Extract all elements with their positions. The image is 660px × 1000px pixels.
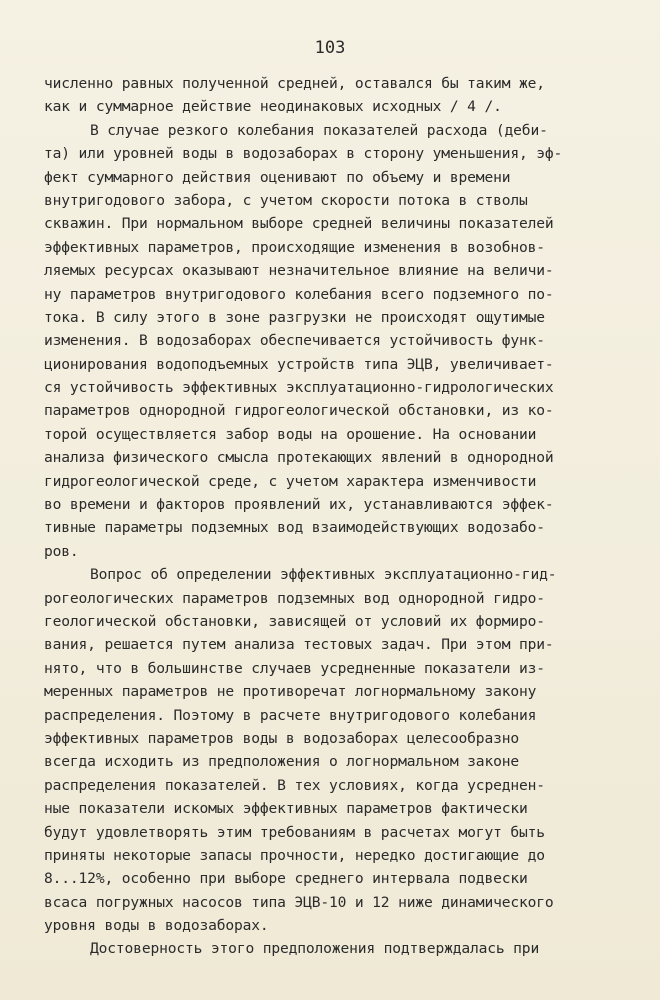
text-line: уровня воды в водозаборах. [44, 917, 269, 935]
text-line: всегда исходить из предположения о логнормальном законе [44, 753, 519, 771]
text-line: приняты некоторые запасы прочности, нередко достигающие до [44, 846, 545, 864]
text-line: распределения показателей. В тех условиях, когда усреднен- [44, 776, 545, 794]
text-line: всаса погружных насосов типа ЭЦВ-10 и 12 ниже динамического [44, 893, 554, 911]
text-line: тивные параметры подземных вод взаимодействующих водозабо- [44, 519, 545, 537]
text-line: эффективных параметров воды в водозаборах целесообразно [44, 729, 519, 747]
text-line: как и суммарное действие неодинаковых исходных / 4 /. [44, 98, 502, 116]
text-line: эффективных параметров, происходящие изменения в возобнов- [44, 238, 545, 256]
text-line: торой осуществляется забор воды на орошение. На основании [44, 425, 537, 443]
text-line: численно равных полученной средней, оставался бы таким же, [44, 75, 545, 92]
text-line: вания, решается путем анализа тестовых задач. При этом при- [44, 636, 554, 654]
text-line: меренных параметров не противоречат логнормальному закону [44, 683, 537, 701]
text-line: ные показатели искомых эффективных параметров фактически [44, 800, 528, 818]
text-line: Вопрос об определении эффективных эксплуатационно-гид- [90, 566, 557, 584]
text-line: ся устойчивость эффективных эксплуатационно-гидрологических [44, 379, 554, 397]
text-line: распределения. Поэтому в расчете внутригодового колебания [44, 706, 537, 724]
text-line: рогеологических параметров подземных вод однородной гидро- [44, 589, 545, 607]
text-line: внутригодового забора, с учетом скорости потока в стволы [44, 191, 528, 209]
text-line: В случае резкого колебания показателей расхода (деби- [90, 121, 548, 139]
text-line: скважин. При нормальном выборе средней величины показателей [44, 215, 554, 233]
page-number: 103 [314, 38, 346, 58]
text-line: параметров однородной гидрогеологической обстановки, из ко- [44, 402, 554, 420]
text-line: ну параметров внутригодового колебания всего подземного по- [44, 285, 554, 303]
text-line: геологической обстановки, зависящей от условий их формиро- [44, 612, 545, 630]
text-line: ционирования водоподъемных устройств типа ЭЦВ, увеличивает- [44, 355, 554, 373]
text-line: будут удовлетворять этим требованиям в расчетах могут быть [44, 823, 545, 841]
text-line: гидрогеологической среде, с учетом характера изменчивости [44, 472, 537, 490]
text-line: 8...12%, особенно при выборе среднего интервала подвески [44, 870, 528, 888]
text-line: нято, что в большинстве случаев усредненные показатели из- [44, 659, 545, 677]
body-text [44, 72, 644, 961]
text-line: анализа физического смысла протекающих явлений в однородной [44, 449, 554, 467]
text-line: та) или уровней воды в водозаборах в сторону уменьшения, эф- [44, 145, 563, 163]
text-line: Достоверность этого предположения подтверждалась при [90, 940, 540, 958]
text-line: тока. В силу этого в зоне разгрузки не происходят ощутимые [44, 308, 545, 326]
text-line: ров. [44, 542, 79, 560]
text-line: во времени и факторов проявлений их, устанавливаются эффек- [44, 496, 554, 514]
text-line: фект суммарного действия оценивают по объему и времени [44, 168, 511, 186]
text-line: изменения. В водозаборах обеспечивается устойчивость функ- [44, 332, 545, 350]
text-line: ляемых ресурсах оказывают незначительное влияние на величи- [44, 262, 554, 280]
